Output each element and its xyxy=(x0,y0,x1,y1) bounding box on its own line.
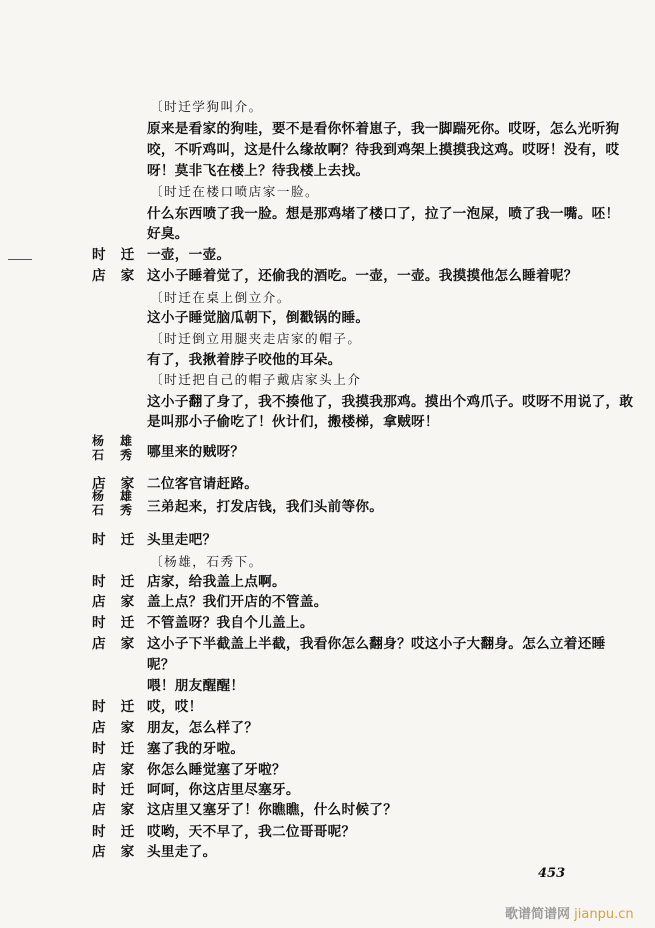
speaker-name: 店家 xyxy=(92,762,150,778)
speaker-name: 店家 xyxy=(92,476,150,492)
speaker-name: 杨雄 石秀 xyxy=(92,489,149,517)
dialogue-line xyxy=(0,140,655,160)
speaker-name: 时迁 xyxy=(92,699,150,715)
dialogue-line xyxy=(0,613,655,633)
dialogue-text: 哎，哎！ xyxy=(147,699,203,715)
stage-direction xyxy=(0,182,655,202)
watermark-suffix: jianpu.cn xyxy=(574,907,634,922)
dialogue-text: 头里走了。 xyxy=(147,844,217,860)
stage-direction xyxy=(0,370,655,390)
dialogue-text: 哎哟，天不早了，我二位哥哥呢？ xyxy=(147,824,356,840)
speaker-name: 时迁 xyxy=(92,247,150,263)
dialogue-text: 哪里来的贼呀？ xyxy=(147,444,245,460)
direction-text: 〔时迁倒立用腿夹走店家的帽子。 xyxy=(150,331,362,346)
watermark-text: 歌谱简谱网 xyxy=(505,907,571,922)
dialogue-line xyxy=(0,308,655,328)
dialogue-text: 一壶，一壶。 xyxy=(147,247,231,263)
dialogue-text: 呵呵，你这店里尽塞牙。 xyxy=(147,782,300,798)
speaker-name: 店家 xyxy=(92,720,150,736)
dialogue-line xyxy=(0,224,655,244)
dialogue-line xyxy=(0,161,655,181)
dialogue-text: 呀！莫非飞在楼上？待我楼上去找。 xyxy=(147,163,370,179)
dialogue-line xyxy=(0,489,655,517)
dialogue-line xyxy=(0,739,655,759)
dialogue-text: 三弟起来，打发店钱，我们头前等你。 xyxy=(147,499,384,515)
dialogue-line xyxy=(0,822,655,842)
dialogue-line xyxy=(0,655,655,675)
dialogue-text: 这小子睡着觉了，还偷我的酒吃。一壶，一壶。我摸摸他怎么睡着呢？ xyxy=(147,268,578,284)
dialogue-line xyxy=(0,760,655,780)
speaker-name: 时迁 xyxy=(92,615,150,631)
dialogue-text: 咬，不听鸡叫，这是什么缘故啊？待我到鸡架上摸摸我这鸡。哎呀！没有，哎 xyxy=(147,142,620,158)
page-number: 453 xyxy=(538,866,566,881)
dialogue-text: 好臭。 xyxy=(147,226,189,242)
dialogue-line xyxy=(0,266,655,286)
stage-direction xyxy=(0,329,655,349)
dialogue-line xyxy=(0,634,655,654)
dialogue-line xyxy=(0,412,655,432)
speaker-name: 时迁 xyxy=(92,782,150,798)
dialogue-text: 二位客官请赶路。 xyxy=(147,476,259,492)
dialogue-text: 头里走吧？ xyxy=(147,532,217,548)
direction-text: 〔时迁把自己的帽子戴店家头上介 xyxy=(150,372,362,387)
dialogue-line xyxy=(0,392,655,412)
dialogue-line xyxy=(0,676,655,696)
dialogue-line xyxy=(0,350,655,370)
speaker-name: 时迁 xyxy=(92,741,150,757)
dialogue-text: 这店里又塞牙了！你瞧瞧，什么时候了？ xyxy=(147,802,398,818)
dialogue-text: 有了，我揪着脖子咬他的耳朵。 xyxy=(147,352,342,368)
dialogue-line xyxy=(0,592,655,612)
dialogue-line xyxy=(0,718,655,738)
speaker-name: 杨雄 石秀 xyxy=(92,434,149,462)
direction-text: 〔时迁在桌上倒立介。 xyxy=(150,290,291,305)
dialogue-text: 这小子睡觉脑瓜朝下，倒戳锅的睡。 xyxy=(147,310,370,326)
dialogue-text: 喂！朋友醒醒！ xyxy=(147,678,245,694)
speaker-name: 时迁 xyxy=(92,574,150,590)
dialogue-text: 原来是看家的狗哇，要不是看你怀着崽子，我一脚踹死你。哎呀，怎么光听狗 xyxy=(147,121,620,137)
dialogue-line xyxy=(0,245,655,265)
dialogue-line xyxy=(0,572,655,592)
speaker-name: 店家 xyxy=(92,636,150,652)
dialogue-text: 朋友，怎么样了？ xyxy=(147,720,259,736)
dialogue-line xyxy=(0,697,655,717)
speaker-name: 时迁 xyxy=(92,532,150,548)
dialogue-line xyxy=(0,530,655,550)
speaker-name: 店家 xyxy=(92,268,150,284)
direction-text: 〔时迁学狗叫介。 xyxy=(150,99,263,114)
direction-text: 〔杨雄，石秀下。 xyxy=(150,554,263,569)
dialogue-line xyxy=(0,780,655,800)
dialogue-text: 什么东西喷了我一脸。想是那鸡堵了楼口了，拉了一泡屎，喷了我一嘴。呸！ xyxy=(147,206,620,222)
dialogue-text: 不管盖呀？我自个儿盖上。 xyxy=(147,615,314,631)
dialogue-text: 是叫那小子偷吃了！伙计们，搬楼梯，拿贼呀！ xyxy=(147,414,439,430)
dialogue-text: 呢？ xyxy=(147,657,175,673)
stage-direction xyxy=(0,288,655,308)
speaker-name: 店家 xyxy=(92,844,150,860)
dialogue-text: 你怎么睡觉塞了牙啦？ xyxy=(147,762,286,778)
speaker-name: 店家 xyxy=(92,802,150,818)
dialogue-text: 店家，给我盖上点啊。 xyxy=(147,574,286,590)
direction-text: 〔时迁在楼口喷店家一脸。 xyxy=(150,184,320,199)
dialogue-line xyxy=(0,800,655,820)
dialogue-line xyxy=(0,842,655,862)
watermark xyxy=(505,903,634,922)
dialogue-line xyxy=(0,204,655,224)
speaker-name: 店家 xyxy=(92,594,150,610)
stage-direction xyxy=(0,97,655,117)
dialogue-text: 这小子下半截盖上半截，我看你怎么翻身？哎这小子大翻身。怎么立着还睡 xyxy=(147,636,606,652)
stage-direction xyxy=(0,552,655,572)
speaker-name: 时迁 xyxy=(92,824,150,840)
dialogue-text: 塞了我的牙啦。 xyxy=(147,741,245,757)
dialogue-line xyxy=(0,119,655,139)
dialogue-text: 盖上点？我们开店的不管盖。 xyxy=(147,594,328,610)
dialogue-line xyxy=(0,434,655,462)
dialogue-text: 这小子翻了身了，我不揍他了，我摸我那鸡。摸出个鸡爪子。哎呀不用说了，敢 xyxy=(147,394,634,410)
